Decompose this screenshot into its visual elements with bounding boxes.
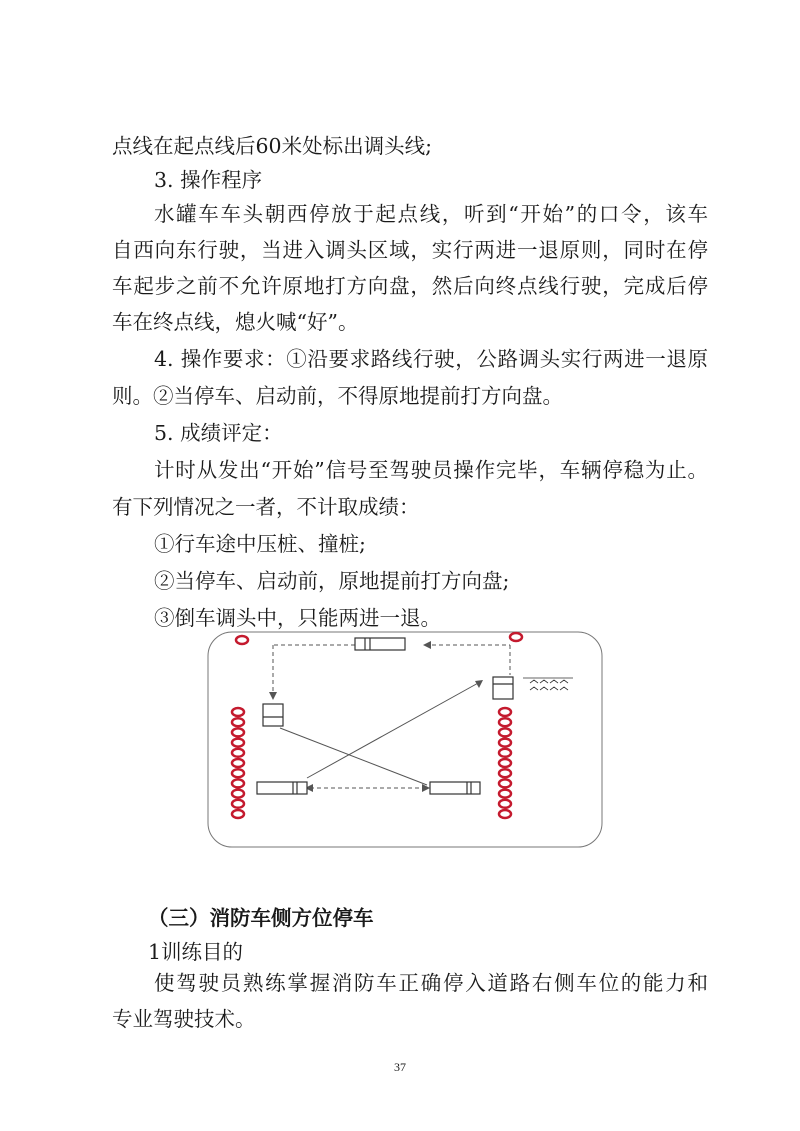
cone-marker <box>232 749 244 757</box>
cone-marker <box>499 800 511 808</box>
u-turn-diagram <box>205 620 605 850</box>
cone-marker <box>499 749 511 757</box>
arrowheads <box>269 641 483 792</box>
text-line-14: ③倒车调头中，只能两进一退。 <box>154 606 441 630</box>
text-line-8: 则。②当停车、启动前，不得原地提前打方向盘。 <box>112 384 563 408</box>
cone-marker <box>232 759 244 767</box>
section-para-line-1: 使驾驶员熟练掌握消防车正确停入道路右侧车位的能力和 <box>154 971 708 995</box>
text-line-9: 5. 成绩评定： <box>154 421 283 445</box>
truck-bottom-left <box>257 782 307 794</box>
section-para-line-2: 专业驾驶技术。 <box>112 1007 256 1031</box>
text-line-4: 自西向东行驶，当进入调头区域，实行两进一退原则，同时在停 <box>112 238 708 262</box>
truck-left <box>263 704 283 726</box>
text-line-7: 4. 操作要求：①沿要求路线行驶，公路调头实行两进一退原 <box>154 347 708 371</box>
cone-marker <box>499 728 511 736</box>
cone-marker <box>232 810 244 818</box>
text-line-1: 点线在起点线后60米处标出调头线; <box>112 134 432 158</box>
cone-marker <box>232 769 244 777</box>
cone-marker <box>499 718 511 726</box>
arrow-right-bottom-icon <box>422 784 430 792</box>
text-line-2: 3. 操作程序 <box>154 168 263 192</box>
diagonal-up <box>307 682 480 778</box>
diagonal-down <box>280 728 427 785</box>
cone-marker <box>232 718 244 726</box>
text-line-13: ②当停车、启动前，原地提前打方向盘; <box>154 569 510 593</box>
turn-line-marks <box>523 678 573 690</box>
diagonal-routes <box>280 682 480 785</box>
arrow-left-icon <box>423 641 431 649</box>
course-boundary <box>208 632 602 847</box>
cone-marker <box>499 810 511 818</box>
truck-bottom-right <box>430 782 480 794</box>
cone-marker <box>232 779 244 787</box>
text-line-6: 车在终点线，熄火喊“好”。 <box>112 310 359 334</box>
cone-marker <box>232 728 244 736</box>
cone-marker <box>232 708 244 716</box>
text-line-11: 有下列情况之一者，不计取成绩： <box>112 495 420 519</box>
cone-marker <box>232 790 244 798</box>
truck-top <box>355 638 405 650</box>
cone-marker <box>499 759 511 767</box>
text-line-5: 车起步之前不允许原地打方向盘，然后向终点线行驶，完成后停 <box>112 274 708 298</box>
page-number: 37 <box>394 1060 406 1074</box>
text-line-12: ①行车途中压桩、撞桩; <box>154 532 366 556</box>
vehicles <box>257 638 513 794</box>
text-line-10: 计时从发出“开始”信号至驾驶员操作完毕，车辆停稳为止。 <box>154 458 708 482</box>
cone-marker <box>510 633 522 641</box>
section-item-1: 1训练目的 <box>148 940 244 964</box>
section-heading: （三）消防车侧方位停车 <box>148 906 374 930</box>
cone-marker <box>499 769 511 777</box>
cone-marker <box>499 779 511 787</box>
cone-marker <box>499 739 511 747</box>
arrow-down-icon <box>269 692 277 700</box>
cone-marker <box>232 800 244 808</box>
cone-marker <box>499 790 511 798</box>
text-line-3: 水罐车车头朝西停放于起点线，听到“开始”的口令，该车 <box>154 202 708 226</box>
cone-marker <box>499 708 511 716</box>
route-lines <box>273 645 510 788</box>
cone-marker <box>236 636 248 644</box>
cone-marker <box>232 739 244 747</box>
truck-right <box>493 677 513 699</box>
